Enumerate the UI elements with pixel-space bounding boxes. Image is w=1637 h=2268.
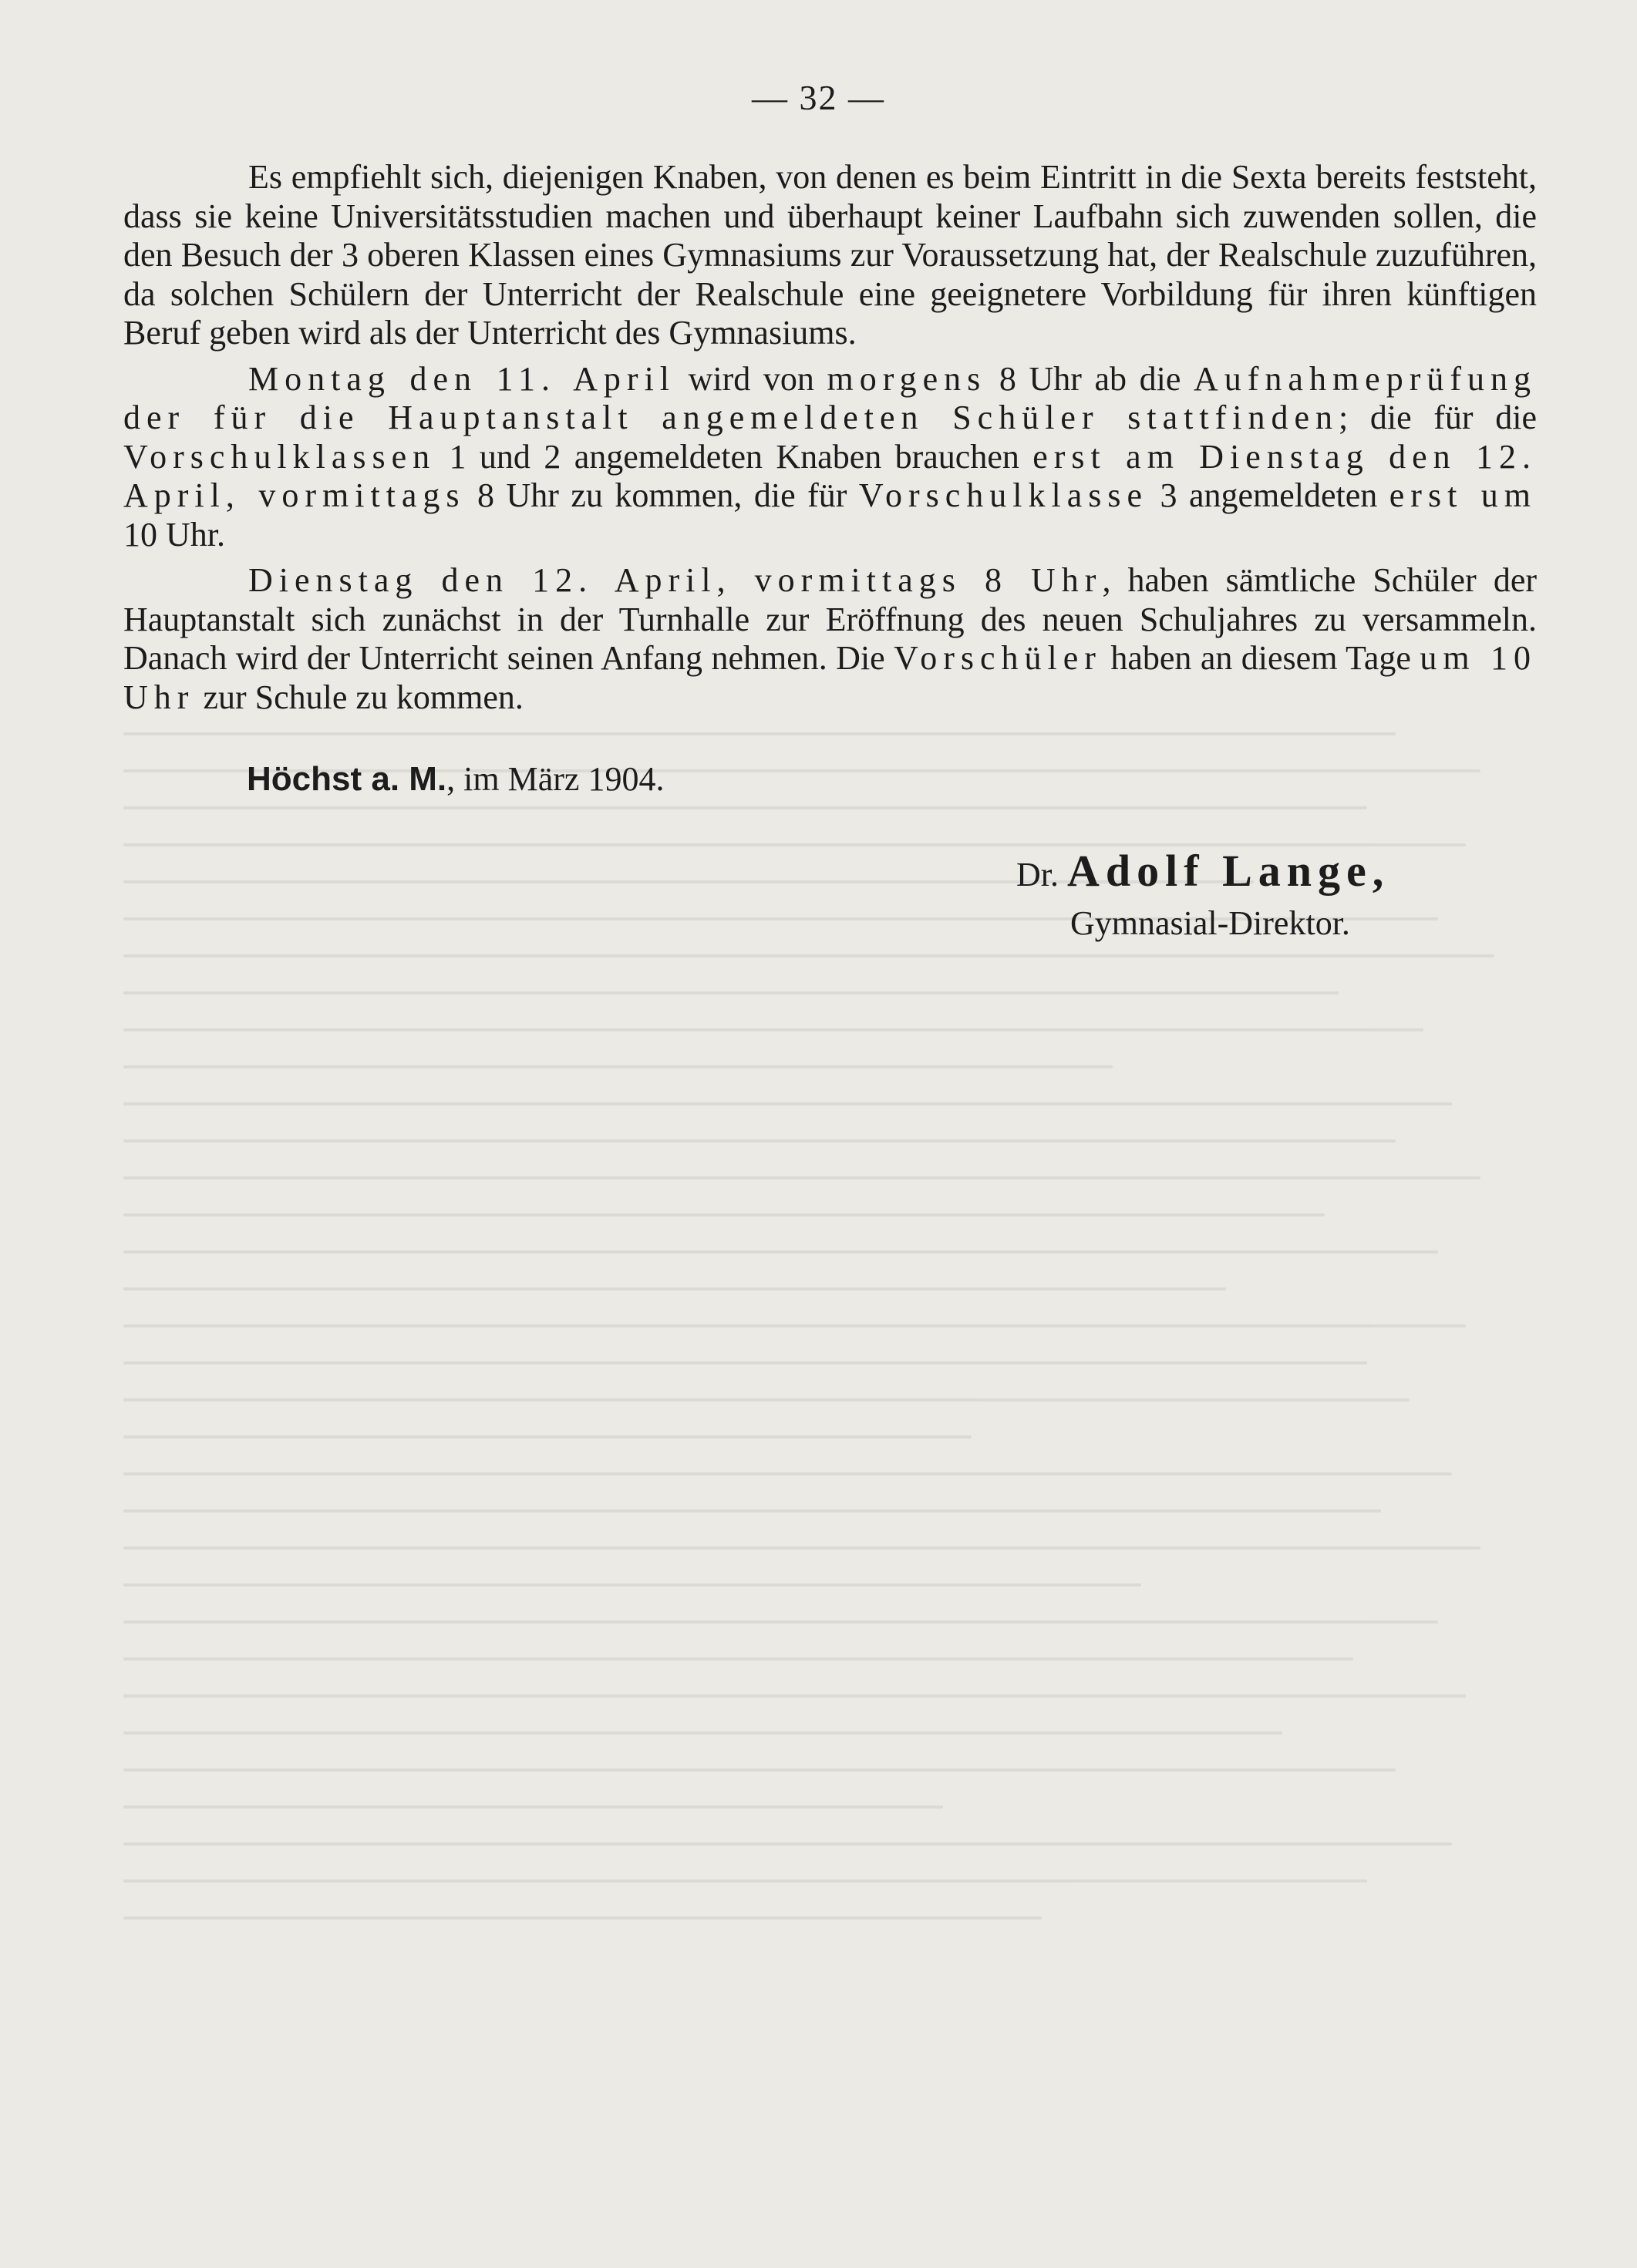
- signature-title: Dr.: [1016, 856, 1059, 893]
- paragraph-recommendation: Es empfiehlt sich, diejenigen Knaben, von denen es beim Eintritt in die Sexta bereits feststeht, dass sie keine Universitätsstudien machen und überhaupt keiner Laufbahn sich zuwenden sollen, die den Besuch der 3 oberen Klassen eines Gymnasiums zur Voraussetzung hat, der Realschule zuzuführen, da solchen Schülern der Unterricht der Realschule eine geeignetere Vorbildung für ihren künftigen Beruf geben wird als der Unterricht des Gymnasiums.: [123, 158, 1537, 352]
- place-and-date: [247, 759, 664, 799]
- signature-role: Gymnasial-Direktor.: [1070, 904, 1350, 942]
- page-number: — 32 —: [752, 78, 885, 117]
- place-name: Höchst a. M.: [247, 760, 447, 798]
- signature-block: [1016, 846, 1390, 942]
- paragraph-entrance-exam: Montag den 11. April wird von morgens 8 Uhr ab die Aufnahmeprüfung der für die Hauptanstalt angemeldeten Schüler stattfinden; die für die Vorschulklassen 1 und 2 angemeldeten Knaben brauchen erst am Dienstag den 12. April, vormittags 8 Uhr zu kommen, die für Vorschulklasse 3 angemeldeten erst um 10 Uhr.: [123, 359, 1537, 554]
- date-text: , im März 1904.: [446, 760, 665, 798]
- signature-name: Adolf Lange,: [1067, 846, 1390, 896]
- paragraph-school-opening: Dienstag den 12. April, vormittags 8 Uhr, haben sämtliche Schüler der Hauptanstalt sich zunächst in der Turnhalle zur Eröffnung des neuen Schuljahres zu versammeln. Danach wird der Unterricht seinen Anfang nehmen. Die Vorschüler haben an diesem Tage um 10 Uhr zur Schule zu kommen.: [123, 561, 1537, 716]
- body-text: [123, 158, 1537, 717]
